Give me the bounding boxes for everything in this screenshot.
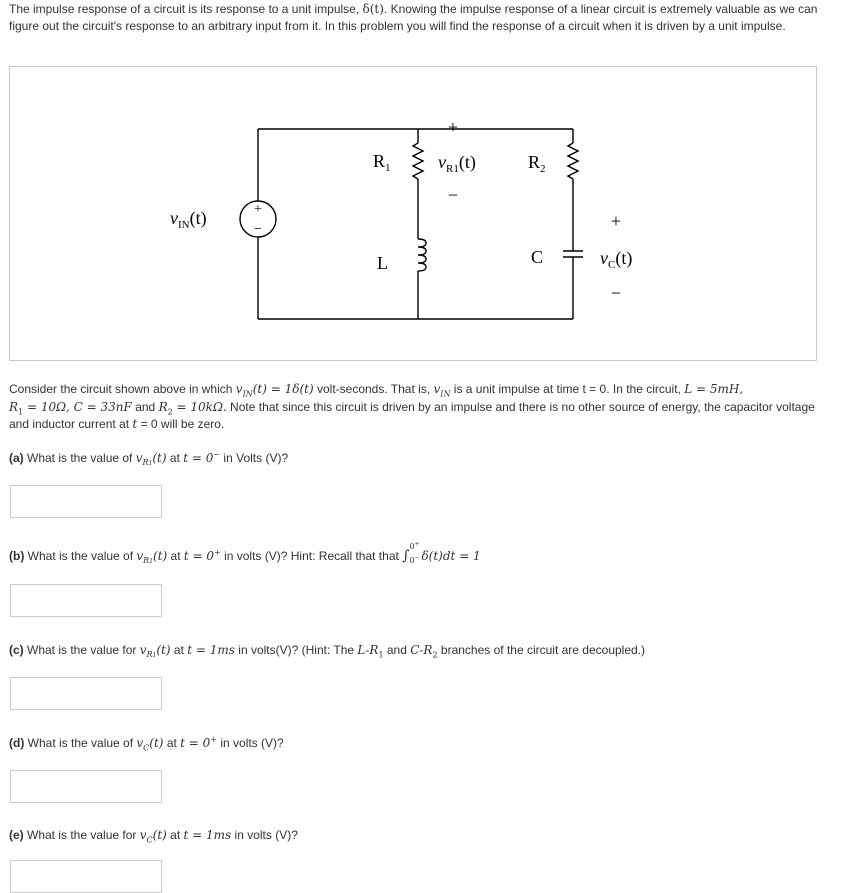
question-a: (a) What is the value of $v_{R1}(t)$ at t = 0− in Volts (V)? bbox=[9, 450, 289, 468]
vr1-label: $v_{R1}(t)$ bbox=[438, 152, 476, 175]
vr1-plus: + bbox=[447, 117, 459, 137]
vr1-minus: − bbox=[447, 185, 459, 205]
vc-minus: − bbox=[610, 283, 622, 303]
r1-resistor bbox=[413, 143, 423, 179]
question-b: (b) What is the value of $v_{R1}(t)$ at t = 0+ in volts (V)? Hint: Recall that that ∫ 0+ 0− δ(t)dt = 1 bbox=[9, 540, 481, 566]
intro-delta: δ(t) bbox=[362, 2, 384, 16]
intro-paragraph bbox=[9, 1, 824, 34]
problem-statement: Consider the circuit shown above in which $v_{IN}(t) = 1\delta(t)$ volt-seconds. That is, $v_{IN}$ is a unit impulse at time t = 0. In the circuit, L = 5mH, $R_1 = 10\Omega$, C = 33nF and $R_2 = 10k\Omega$. Note that since this circuit is driven by an impulse and there is no other source of energy, the capacitor voltage and inductor current at t = 0 will be zero. bbox=[9, 382, 815, 431]
circuit-diagram bbox=[10, 67, 818, 362]
source-plus: + bbox=[254, 202, 262, 217]
answer-c-input[interactable] bbox=[10, 677, 162, 710]
intro-text-1: The impulse response of a circuit is its response to a unit impulse, bbox=[9, 2, 363, 16]
c-label: C bbox=[531, 247, 544, 267]
intro-text-2: . Knowing the impulse response of a linear circuit is extremely valuable as we can figure out the circuit's response to an arbitrary input from it. In this problem you will find the response of a circuit when it is driven by a unit impulse. bbox=[9, 2, 818, 33]
vc-plus: + bbox=[610, 211, 622, 231]
question-d: (d) What is the value of $v_C(t)$ at t = 0+ in volts (V)? bbox=[9, 735, 284, 753]
answer-a-input[interactable] bbox=[10, 485, 162, 518]
inductor-coil bbox=[418, 239, 426, 271]
vc-label: $v_C(t)$ bbox=[600, 248, 633, 271]
circuit-figure bbox=[9, 66, 817, 361]
question-e: (e) What is the value for $v_C(t)$ at t = 1ms in volts (V)? bbox=[9, 828, 298, 845]
answer-b-input[interactable] bbox=[10, 584, 162, 617]
r2-resistor bbox=[568, 143, 578, 179]
answer-d-input[interactable] bbox=[10, 770, 162, 803]
vin-label: $v_{IN}(t)$ bbox=[170, 208, 207, 231]
question-c: (c) What is the value for $v_{R1}(t)$ at t = 1ms in volts(V)? (Hint: The $L-R_1$ and $C-R_2$ branches of the circuit are decoupled.) bbox=[9, 643, 646, 660]
l-label: L bbox=[377, 253, 388, 273]
r2-label: $R_2$ bbox=[528, 152, 546, 175]
answer-e-input[interactable] bbox=[10, 860, 162, 893]
source-minus: − bbox=[254, 222, 262, 237]
r1-label: $R_1$ bbox=[373, 151, 391, 174]
